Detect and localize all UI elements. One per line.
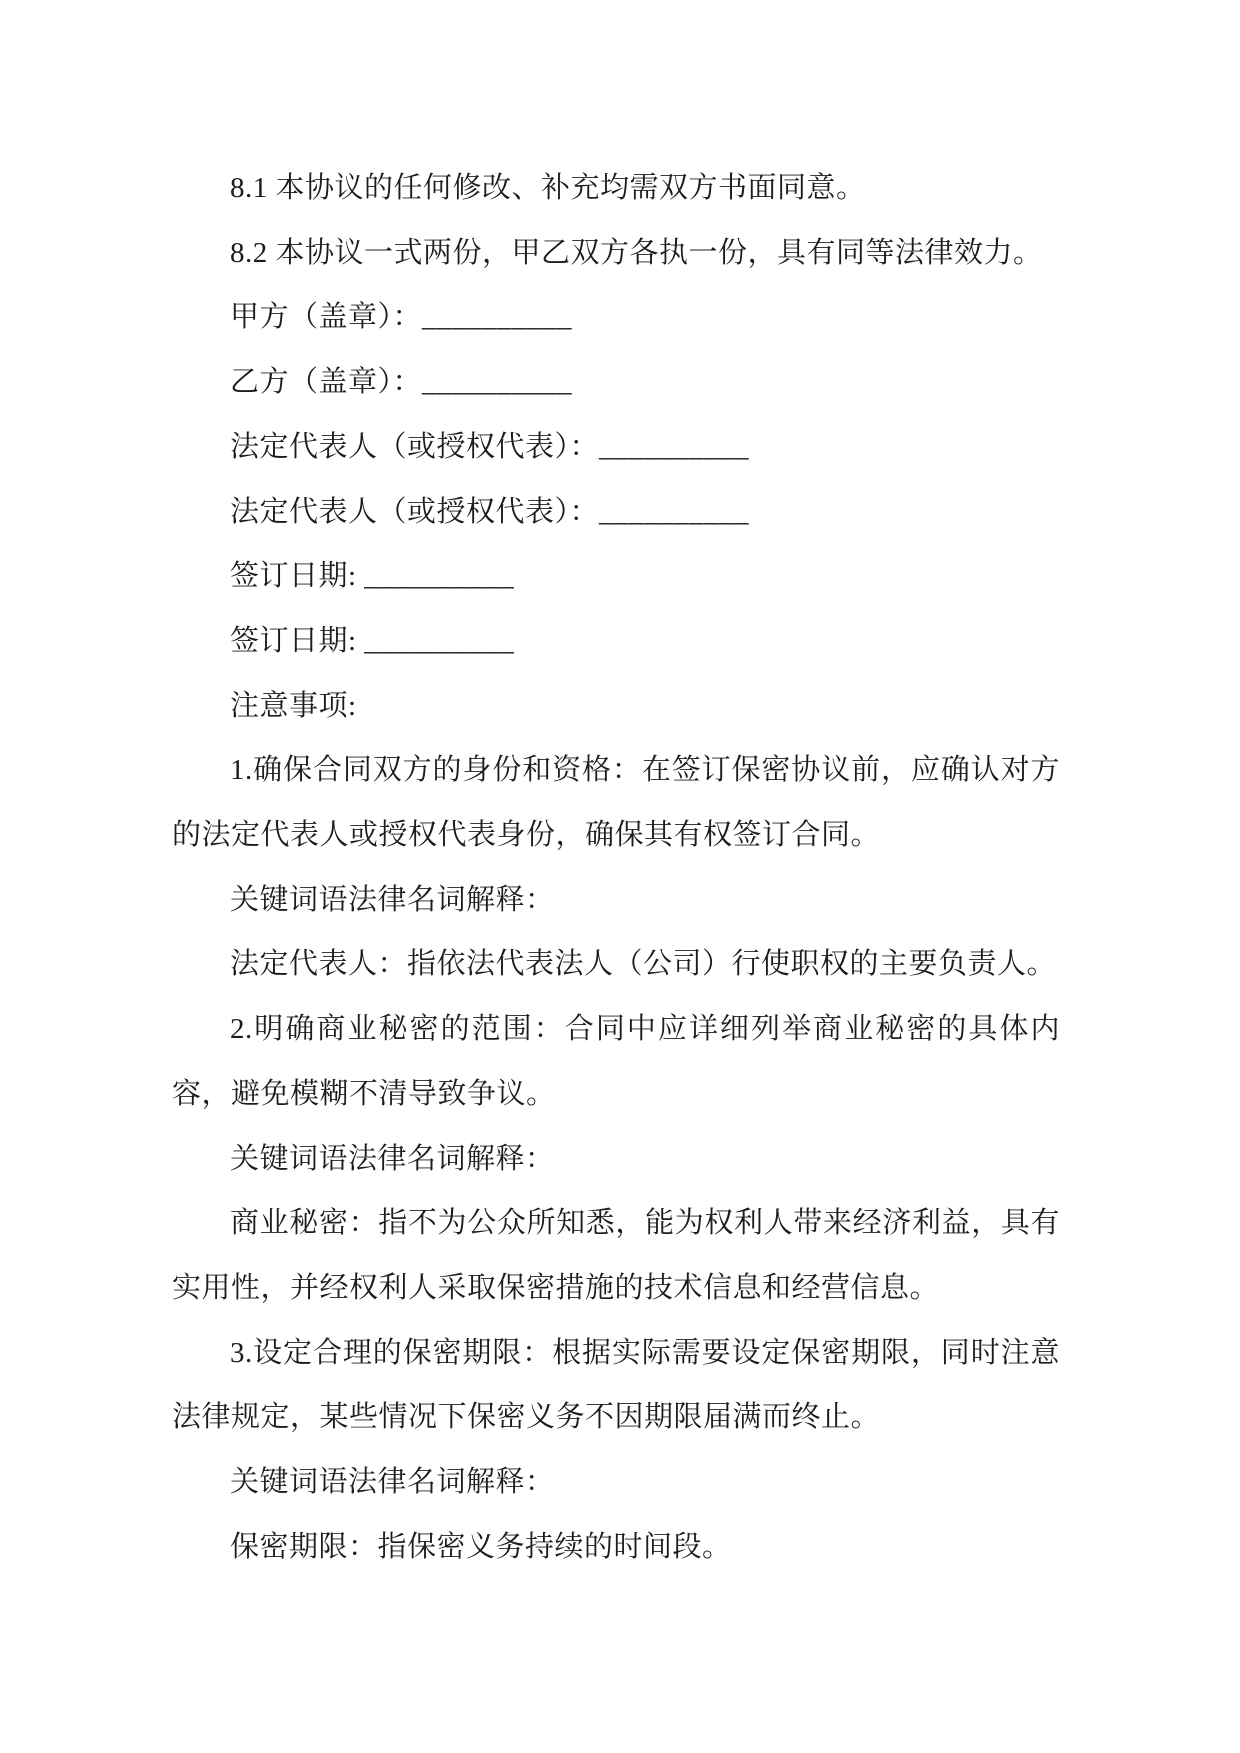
sign-date-blank-line-1: 签订日期: __________	[230, 560, 515, 593]
sign-date-blank-line-2: 签订日期: __________	[230, 624, 515, 657]
definition-legal-rep: 法定代表人：指依法代表法人（公司）行使职权的主要负责人。	[230, 948, 1057, 981]
keyword-heading-3: 关键词语法律名词解释：	[230, 1466, 555, 1499]
definition-confidentiality-period: 保密期限：指保密义务持续的时间段。	[230, 1530, 732, 1563]
notes-heading: 注意事项:	[230, 689, 357, 722]
note-2-line-1: 2.明确商业秘密的范围：合同中应详细列举商业秘密的具体内	[230, 1013, 1060, 1046]
note-1-line-2: 的法定代表人或授权代表身份，确保其有权签订合同。	[172, 819, 881, 852]
clause-8-2: 8.2 本协议一式两份，甲乙双方各执一份，具有同等法律效力。	[230, 236, 1043, 269]
legal-rep-blank-line-2: 法定代表人（或授权代表）：__________	[230, 495, 750, 528]
clause-8-1: 8.1 本协议的任何修改、补充均需双方书面同意。	[230, 172, 866, 204]
definition-trade-secret-line-2: 实用性，并经权利人采取保密措施的技术信息和经营信息。	[172, 1271, 940, 1304]
keyword-heading-1: 关键词语法律名词解释：	[230, 883, 555, 916]
definition-trade-secret-line-1: 商业秘密：指不为公众所知悉，能为权利人带来经济利益，具有	[230, 1207, 1060, 1240]
keyword-heading-2: 关键词语法律名词解释：	[230, 1142, 555, 1175]
legal-rep-blank-line-1: 法定代表人（或授权代表）：__________	[230, 430, 750, 463]
note-2-line-2: 容，避免模糊不清导致争议。	[172, 1077, 556, 1110]
party-b-seal-line: 乙方（盖章）：__________	[230, 366, 573, 399]
note-1-line-1: 1.确保合同双方的身份和资格：在签订保密协议前，应确认对方	[230, 754, 1060, 787]
note-3-line-2: 法律规定，某些情况下保密义务不因期限届满而终止。	[172, 1401, 881, 1434]
note-3-line-1: 3.设定合理的保密期限：根据实际需要设定保密期限，同时注意	[230, 1336, 1060, 1369]
party-a-seal-line: 甲方（盖章）：__________	[230, 301, 573, 334]
